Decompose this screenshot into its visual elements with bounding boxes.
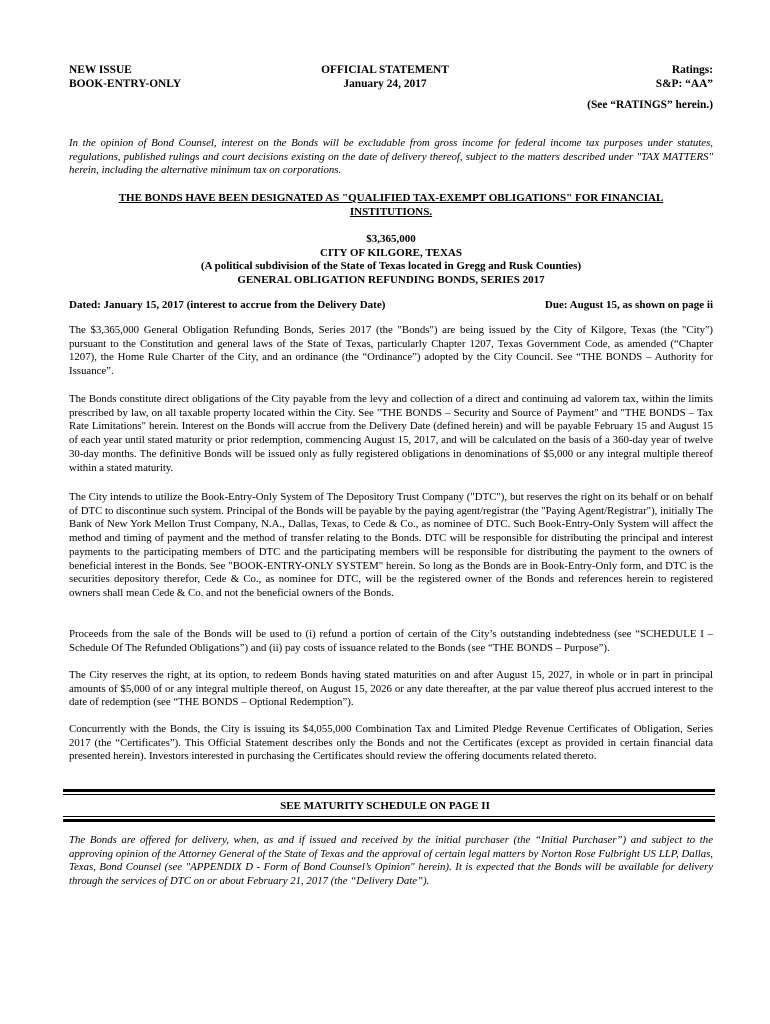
header-center	[0, 63, 770, 91]
due-text: Due: August 15, as shown on page ii	[544, 299, 713, 311]
issuer-name: CITY OF KILGORE, TEXAS	[319, 246, 462, 259]
paragraph-book-entry: The City intends to utilize the Book-Entry-Only System of The Depository Trust Company ("DTC"), but reserves the right on its behalf or on behalf of DTC to discontinue such system. Principal of the Bonds will be payable by the paying agent/registrar (the "Paying Agent/Registrar"), initially The Bank of New York Mellon Trust Company, N.A., Dallas, Texas, to Cede & Co., as nominee of DTC. Such Book-Entry-Only System will affect the method and timing of payment and the method of transfer relating to the Bonds. DTC will be responsible for distributing the principal and interest payments to the participating members of DTC and the participating members will be responsible for distributing the payment to the owners of beneficial interest in the Bonds. See "BOOK-ENTRY-ONLY SYSTEM" herein. So long as the Bonds are in Book-Entry-Only form, and DTC is the securities depository therefor, Cede & Co., as nominee for DTC, will be the registered owner of the Bonds and references herein to registered owners shall mean Cede & Co. and not the beneficial owners of the Bonds.	[69, 491, 713, 599]
see-ratings-note: (See “RATINGS” herein.)	[587, 99, 713, 111]
document-date: January 24, 2017	[343, 78, 427, 90]
paragraph-proceeds: Proceeds from the sale of the Bonds will be used to (i) refund a portion of certain of the City’s outstanding indebtedness (see “SCHEDULE I – Schedule Of The Refunded Obligations”) and (ii) pay costs of issuance related to the Bonds (see “THE BONDS – Purpose”).	[69, 628, 713, 654]
divider-thick-bottom	[63, 819, 715, 822]
divider-thick-top	[63, 789, 715, 792]
bond-counsel-opinion: In the opinion of Bond Counsel, interest on the Bonds will be excludable from gross income for federal income tax purposes under statutes, regulations, published rulings and court decisions existing on the date of delivery thereof, subject to the matters described under "TAX MATTERS" herein, including the alternative minimum tax on corporations.	[69, 137, 713, 177]
dated-line	[69, 299, 713, 311]
document-title: OFFICIAL STATEMENT	[321, 64, 449, 76]
issuer-description: (A political subdivision of the State of Texas located in Gregg and Rusk Counties)	[200, 260, 582, 272]
bond-series: GENERAL OBLIGATION REFUNDING BONDS, SERIES 2017	[237, 273, 545, 286]
qualified-designation: THE BONDS HAVE BEEN DESIGNATED AS "QUALIFIED TAX-EXEMPT OBLIGATIONS" FOR FINANCIAL INSTITUTIONS.	[118, 192, 664, 218]
paragraph-redemption: The City reserves the right, at its option, to redeem Bonds having stated maturities on and after August 15, 2027, in whole or in part in principal amounts of $5,000 of or any integral multiple thereof, on August 15, 2026 or any date thereafter, at the par value thereof plus accrued interest to the date of redemption (see “THE BONDS – Optional Redemption”).	[69, 669, 713, 709]
header-right	[656, 63, 713, 91]
paragraph-certificates: Concurrently with the Bonds, the City is issuing its $4,055,000 Combination Tax and Limited Pledge Revenue Certificates of Obligation, Series 2017 (the “Certificates”). This Official Statement describes only the Bonds and not the Certificates (except as provided in certain financial data presented herein). Investors interested in purchasing the Certificates should review the offering documents related thereto.	[69, 723, 713, 763]
ratings-label: Ratings:	[671, 64, 713, 76]
maturity-schedule-banner: SEE MATURITY SCHEDULE ON PAGE II	[280, 800, 490, 812]
delivery-paragraph: The Bonds are offered for delivery, when, as and if issued and received by the initial purchaser (the “Initial Purchaser”) and subject to the approving opinion of the Attorney General of the State of Texas and the approval of certain legal matters by Norton Rose Fulbright US LLP, Dallas, Texas, Bond Counsel (see "APPENDIX D - Form of Bond Counsel’s Opinion" herein). It is expected that the Bonds will be available for delivery through the services of DTC on or about February 21, 2017 (the “Delivery Date”).	[69, 834, 713, 888]
divider-thin-top	[63, 794, 715, 795]
paragraph-security: The Bonds constitute direct obligations of the City payable from the levy and collection of a direct and continuing ad valorem tax, within the limits prescribed by law, on all taxable property located within the City. See "THE BONDS – Security and Source of Payment" and "THE BONDS – Tax Rate Limitations" herein. Interest on the Bonds will accrue from the Delivery Date (defined herein) and will be payable February 15 and August 15 of each year until stated maturity or prior redemption, commencing August 15, 2017, and will be calculated on the basis of a 360-day year of twelve 30-day months. The definitive Bonds will be issued only as fully registered obligations in denominations of $5,000 or any integral multiple thereof within a stated maturity.	[69, 393, 713, 474]
divider-thin-bottom	[63, 816, 715, 817]
ratings-value: S&P: “AA”	[655, 78, 713, 90]
bond-amount: $3,365,000	[366, 233, 416, 245]
dated-text: Dated: January 15, 2017 (interest to accrue from the Delivery Date)	[69, 299, 386, 311]
book-entry-label: BOOK-ENTRY-ONLY	[69, 78, 182, 90]
paragraph-issuance: The $3,365,000 General Obligation Refunding Bonds, Series 2017 (the "Bonds") are being issued by the City of Kilgore, Texas (the "City") pursuant to the Constitution and general laws of the State of Texas, particularly Chapter 1207, Texas Government Code, as amended (“Chapter 1207), the Home Rule Charter of the City, and an ordinance (the “Ordinance”) adopted by the City Council. See “THE BONDS – Authority for Issuance”.	[69, 324, 713, 378]
bond-title-block	[69, 233, 713, 287]
new-issue-label: NEW ISSUE	[69, 64, 132, 76]
